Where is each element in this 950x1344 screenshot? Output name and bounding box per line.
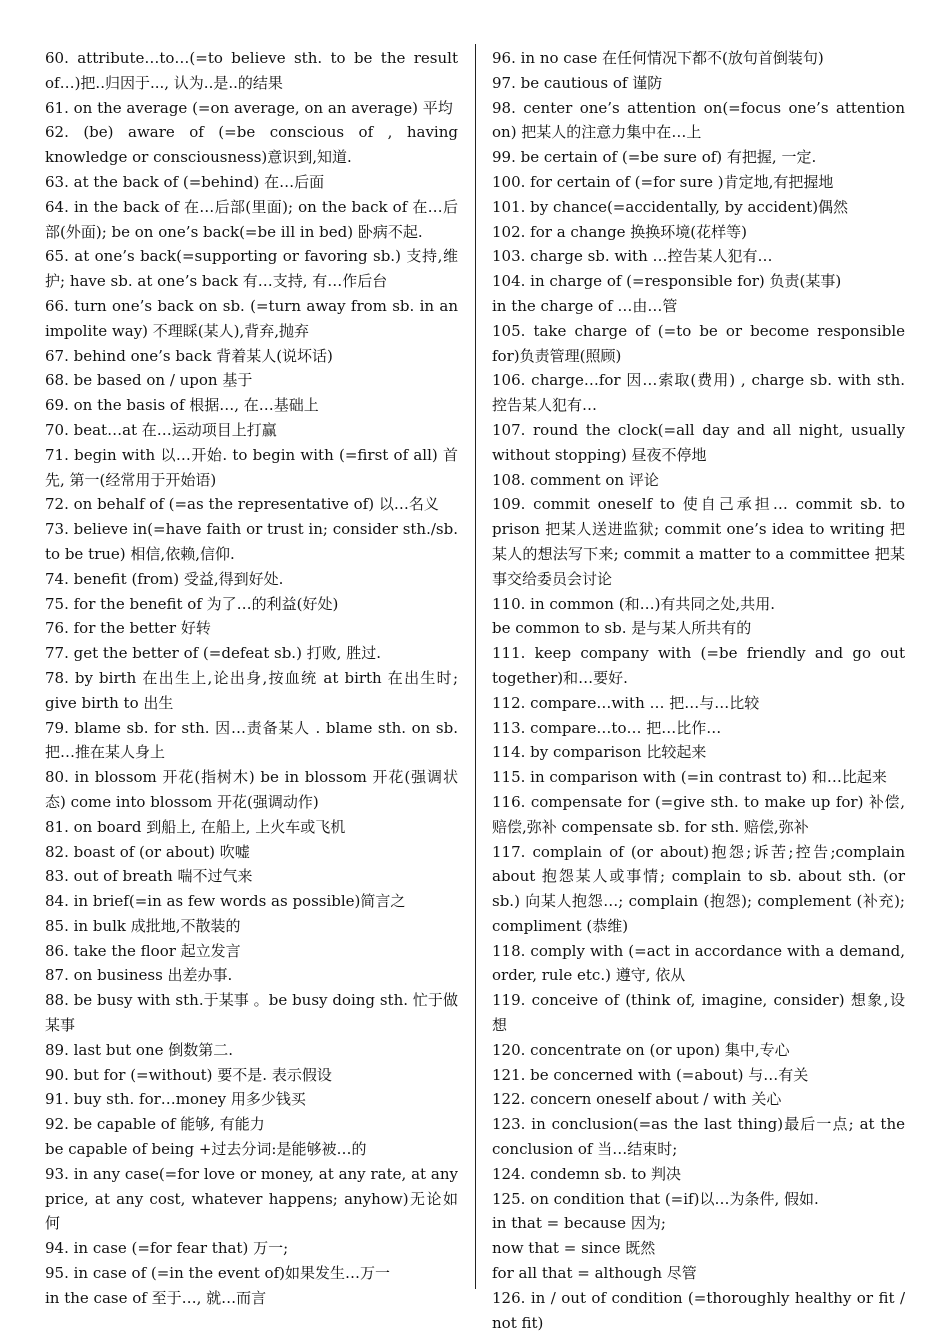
vocabulary-entry: 65. at one’s back(=supporting or favoring sb.) 支持,维护; have sb. at one’s back 有…支持, 有…作后台 bbox=[45, 247, 458, 291]
vocabulary-entry: 78. by birth 在出生上,论出身,按血统 at birth 在出生时; give birth to 出生 bbox=[45, 668, 458, 712]
vocabulary-entry: 61. on the average (=on average, on an average) 平均 bbox=[45, 98, 453, 117]
vocabulary-entry: 74. benefit (from) 受益,得到好处. bbox=[45, 569, 284, 588]
vocabulary-entry: 82. boast of (or about) 吹嘘 bbox=[45, 842, 250, 861]
column-divider bbox=[475, 44, 476, 1289]
vocabulary-entry: 87. on business 出差办事. bbox=[45, 966, 233, 985]
vocabulary-entry: 107. round the clock(=all day and all night, usually without stopping) 昼夜不停地 bbox=[492, 420, 905, 464]
vocabulary-entry: 125. on condition that (=if)以…为条件, 假如. bbox=[492, 1189, 819, 1208]
vocabulary-entry: 76. for the better 好转 bbox=[45, 619, 211, 638]
vocabulary-entry: 85. in bulk 成批地,不散装的 bbox=[45, 916, 241, 935]
vocabulary-entry: 101. by chance(=accidentally, by accident)偶然 bbox=[492, 197, 849, 216]
vocabulary-entry: 98. center one’s attention on(=focus one’s attention on) 把某人的注意力集中在…上 bbox=[492, 98, 905, 142]
vocabulary-entry: 97. be cautious of 谨防 bbox=[492, 73, 663, 92]
vocabulary-entry: 80. in blossom 开花(指树木) be in blossom 开花(强调状态) come into blossom 开花(强调动作) bbox=[45, 768, 458, 811]
vocabulary-entry: 69. on the basis of 根据…, 在…基础上 bbox=[45, 396, 319, 415]
vocabulary-entry: 90. but for (=without) 要不是. 表示假设 bbox=[45, 1065, 332, 1084]
vocabulary-entry: 73. believe in(=have faith or trust in; consider sth./sb. to be true) 相信,依赖,信仰. bbox=[45, 520, 458, 563]
vocabulary-entry: in that = because 因为; bbox=[492, 1214, 666, 1233]
vocabulary-entry: 108. comment on 评论 bbox=[492, 470, 659, 489]
vocabulary-entry: 66. turn one’s back on sb. (=turn away from sb. in an impolite way) 不理睬(某人),背弃,抛弃 bbox=[45, 296, 458, 340]
vocabulary-entry: 122. concern oneself about / with 关心 bbox=[492, 1090, 782, 1109]
vocabulary-entry: 72. on behalf of (=as the representative of) 以…名义 bbox=[45, 495, 439, 514]
vocabulary-entry: in the charge of …由…管 bbox=[492, 296, 678, 315]
vocabulary-entry: 93. in any case(=for love or money, at any rate, at any price, at any cost, whatever happens; anyhow)无论如何 bbox=[45, 1164, 458, 1233]
vocabulary-entry: 92. be capable of 能够, 有能力 bbox=[45, 1115, 265, 1134]
vocabulary-entry: 124. condemn sb. to 判决 bbox=[492, 1164, 682, 1183]
vocabulary-entry: 100. for certain of (=for sure )肯定地,有把握地 bbox=[492, 172, 834, 191]
vocabulary-entry: 96. in no case 在任何情况下都不(放句首倒装句) bbox=[492, 49, 824, 67]
vocabulary-entry: 79. blame sb. for sth. 因…责备某人 . blame sth. on sb. 把…推在某人身上 bbox=[45, 718, 458, 762]
vocabulary-entry: now that = since 既然 bbox=[492, 1239, 656, 1258]
vocabulary-entry: 84. in brief(=in as few words as possible)简言之 bbox=[45, 892, 406, 911]
vocabulary-entry: be capable of being +过去分词:是能够被…的 bbox=[45, 1140, 367, 1159]
vocabulary-entry: 95. in case of (=in the event of)如果发生…万一 bbox=[45, 1264, 390, 1283]
vocabulary-entry: 68. be based on / upon 基于 bbox=[45, 371, 253, 390]
vocabulary-entry: 81. on board 到船上, 在船上, 上火车或飞机 bbox=[45, 817, 346, 836]
vocabulary-entry: 89. last but one 倒数第二. bbox=[45, 1040, 234, 1059]
vocabulary-entry: 75. for the benefit of 为了…的利益(好处) bbox=[45, 594, 339, 613]
vocabulary-entry: 120. concentrate on (or upon) 集中,专心 bbox=[492, 1040, 790, 1059]
vocabulary-entry: 64. in the back of 在…后部(里面); on the back of 在…后部(外面); be on one’s back(=be ill in bed) 卧病不起. bbox=[45, 197, 458, 241]
vocabulary-entry: 123. in conclusion(=as the last thing)最后一点; at the conclusion of 当…结束时; bbox=[492, 1115, 905, 1159]
vocabulary-entry: 99. be certain of (=be sure of) 有把握, 一定. bbox=[492, 148, 817, 167]
vocabulary-entry: 104. in charge of (=responsible for) 负责(某事) bbox=[492, 272, 842, 291]
vocabulary-entry: 115. in comparison with (=in contrast to) 和…比起来 bbox=[492, 768, 887, 787]
vocabulary-entry: 109. commit oneself to 使自己承担… commit sb. to prison 把某人送进监狱; commit one’s idea to writing 把某人的想法写下来; commit a matter to a committee 把某事交给委员会讨论 bbox=[492, 495, 905, 588]
vocabulary-entry: 111. keep company with (=be friendly and go out together)和…要好. bbox=[492, 644, 905, 687]
vocabulary-entry: 83. out of breath 喘不过气来 bbox=[45, 867, 253, 886]
vocabulary-entry: 118. comply with (=act in accordance with a demand, order, rule etc.) 遵守, 依从 bbox=[492, 941, 905, 985]
vocabulary-entry: 77. get the better of (=defeat sb.) 打败, 胜过. bbox=[45, 644, 381, 663]
vocabulary-entry: 119. conceive of (think of, imagine, consider) 想象,设想 bbox=[492, 991, 905, 1035]
vocabulary-entry: 88. be busy with sth.于某事 。be busy doing sth. 忙于做某事 bbox=[45, 991, 458, 1035]
vocabulary-entry: 106. charge…for 因…索取(费用) , charge sb. with sth. 控告某人犯有… bbox=[492, 371, 905, 415]
vocabulary-entry: 126. in / out of condition (=thoroughly healthy or fit / not fit) bbox=[492, 1288, 905, 1332]
vocabulary-entry: for all that = although 尽管 bbox=[492, 1264, 697, 1283]
vocabulary-entry: 105. take charge of (=to be or become responsible for)负责管理(照顾) bbox=[492, 321, 905, 365]
vocabulary-entry: 91. buy sth. for…money 用多少钱买 bbox=[45, 1090, 306, 1109]
left-column bbox=[45, 46, 458, 1311]
vocabulary-entry: 110. in common (和…)有共同之处,共用. bbox=[492, 594, 775, 613]
vocabulary-entry: 117. complain of (or about)抱怨;诉苦;控告;complain about 抱怨某人或事情; complain to sb. about sth. (or sb.) 向某人抱怨…; complain (抱怨); complement (补充); compliment (恭维) bbox=[492, 842, 905, 935]
vocabulary-entry: 94. in case (=for fear that) 万一; bbox=[45, 1239, 289, 1258]
vocabulary-entry: 102. for a change 换换环境(花样等) bbox=[492, 222, 748, 241]
vocabulary-entry: 121. be concerned with (=about) 与…有关 bbox=[492, 1065, 809, 1084]
vocabulary-entry: 112. compare…with … 把…与…比较 bbox=[492, 693, 760, 712]
vocabulary-entry: 70. beat…at 在…运动项目上打赢 bbox=[45, 420, 277, 439]
vocabulary-entry: 114. by comparison 比较起来 bbox=[492, 743, 707, 762]
vocabulary-entry: 63. at the back of (=behind) 在…后面 bbox=[45, 172, 325, 191]
vocabulary-entry: 86. take the floor 起立发言 bbox=[45, 941, 241, 960]
vocabulary-entry: be common to sb. 是与某人所共有的 bbox=[492, 619, 752, 638]
vocabulary-entry: in the case of 至于…, 就…而言 bbox=[45, 1288, 267, 1307]
vocabulary-entry: 71. begin with 以…开始. to begin with (=first of all) 首先, 第一(经常用于开始语) bbox=[45, 445, 458, 489]
vocabulary-entry: 67. behind one’s back 背着某人(说坏话) bbox=[45, 346, 333, 365]
vocabulary-entry: 62. (be) aware of (=be conscious of , having knowledge or consciousness)意识到,知道. bbox=[45, 123, 458, 167]
vocabulary-entry: 103. charge sb. with …控告某人犯有… bbox=[492, 247, 773, 266]
vocabulary-entry: 113. compare…to… 把…比作… bbox=[492, 718, 722, 737]
vocabulary-entry: 116. compensate for (=give sth. to make up for) 补偿, 赔偿,弥补 compensate sb. for sth. 赔偿,弥补 bbox=[492, 792, 905, 836]
vocabulary-entry: 60. attribute…to…(=to believe sth. to be the result of…)把..归因于..., 认为..是..的结果 bbox=[45, 49, 458, 92]
right-column bbox=[492, 46, 905, 1335]
